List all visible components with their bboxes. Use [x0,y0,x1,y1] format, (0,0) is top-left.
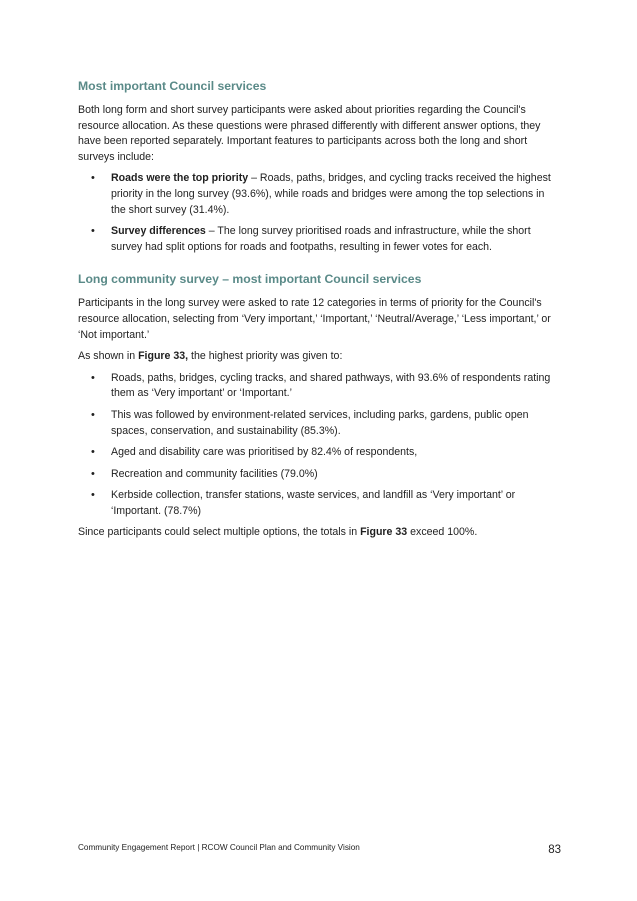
bullet-bold-lead: Roads were the top priority [111,172,249,185]
list-item [78,171,556,218]
page-number: 83 [548,844,561,856]
bullet-list-summary [78,171,556,255]
figure-reference-text [78,349,556,365]
closing-text [78,525,556,541]
list-item: • Recreation and community facilities (79.0%) [78,467,556,483]
text-run: Since participants could select multiple options, the totals in [78,526,361,539]
bullet-text: – Roads, paths, bridges, and cycling tracks received the highest priority in the long survey (93.6%), while roads and bridges were among the top selections in the short survey (31.4%). [111,172,551,216]
list-item [78,224,556,255]
section-heading-long-survey: Long community survey – most important Council services [78,272,422,287]
list-item: • Roads, paths, bridges, cycling tracks, and shared pathways, with 93.6% of respondents rating them as ‘Very important’ or ‘Important.’ [78,371,556,402]
text-run: As shown in [78,350,139,363]
list-item: • This was followed by environment-related services, including parks, gardens, public open spaces, conservation, and sustainability (85.3%). [78,408,556,439]
figure-link: Figure 33, [138,350,189,363]
text-run: exceed 100%. [407,526,478,539]
figure-link: Figure 33 [360,526,408,539]
section-intro: Both long form and short survey participants were asked about priorities regarding the Council's resource allocation. As these questions were phrased differently with different answer options, they have been reported separately. Important features to participants across both the long and short surveys include: [78,104,541,163]
bullet-list-priorities [78,371,556,520]
bullet-bold-lead: Survey differences [111,225,206,238]
text-run: the highest priority was given to: [188,350,343,363]
list-item: • Aged and disability care was prioritised by 82.4% of respondents, [78,445,556,461]
section-intro: Participants in the long survey were asked to rate 12 categories in terms of priority for the Council's resource allocation, selecting from ‘Very important,’ ‘Important,’ ‘Neutral/Average,’ ‘Less important,’ or ‘Not important.’ [78,297,551,341]
list-item: • Kerbside collection, transfer stations, waste services, and landfill as ‘Very important’ or ‘Important. (78.7%) [78,488,556,519]
page-footer: Community Engagement Report | RCOW Council Plan and Community Vision [78,843,360,852]
bullet-text: – The long survey prioritised roads and infrastructure, while the short survey had split options for roads and footpaths, resulting in fewer votes for each. [111,225,531,253]
page-content [78,78,556,547]
section-heading-most-important: Most important Council services [78,79,267,93]
